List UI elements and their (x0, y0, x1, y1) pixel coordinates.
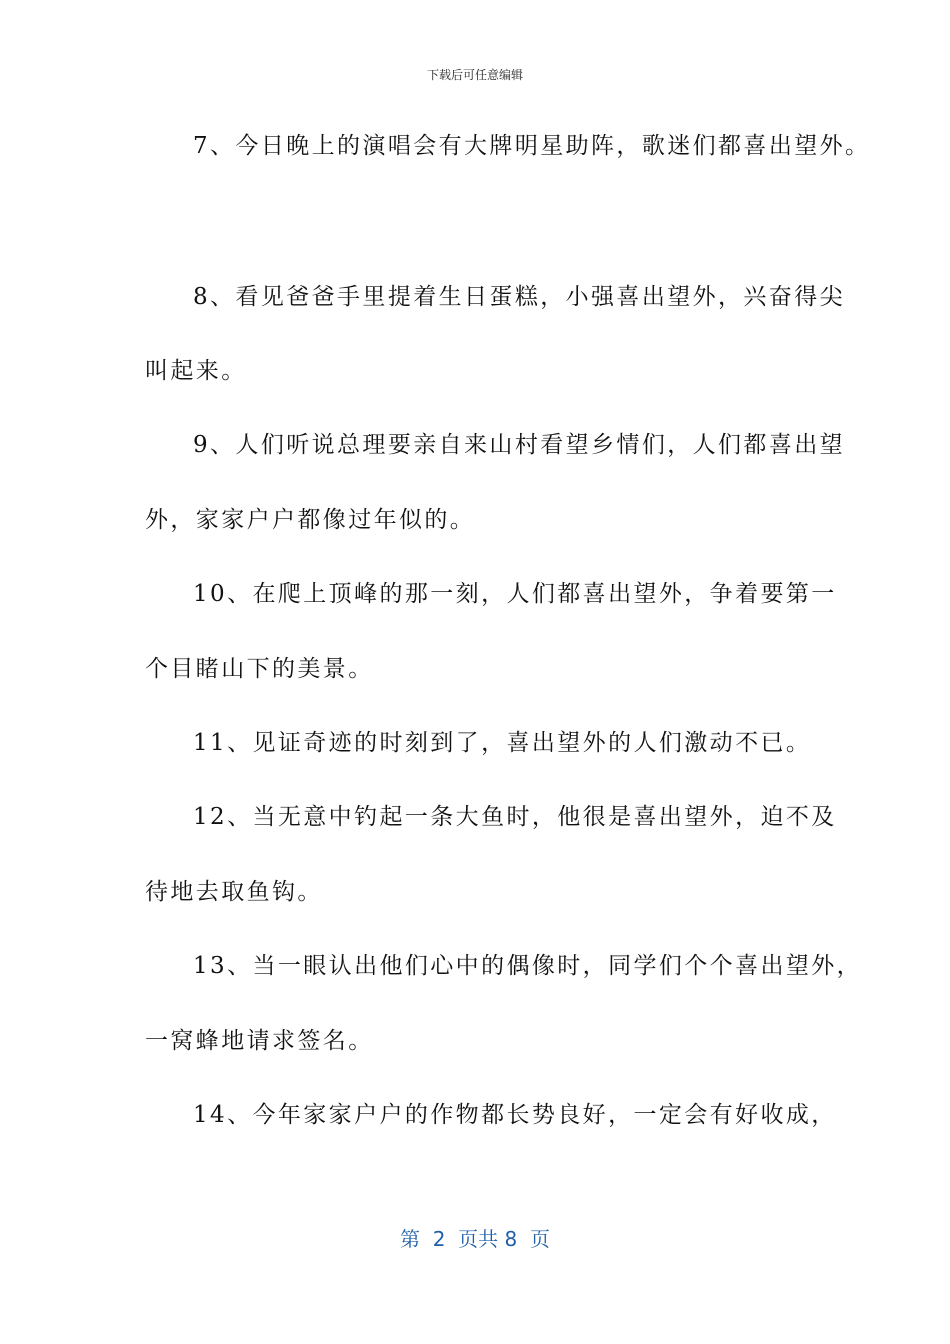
sentence-10-cont: 个目睹山下的美景。 (145, 656, 374, 682)
sentence-12: 12、当无意中钓起一条大鱼时，他很是喜出望外，迫不及 (193, 804, 837, 830)
sentence-13: 13、当一眼认出他们心中的偶像时，同学们个个喜出望外， (193, 953, 863, 979)
sentence-9-cont: 外，家家户户都像过年似的。 (145, 507, 476, 533)
sentence-8: 8、看见爸爸手里提着生日蛋糕，小强喜出望外，兴奋得尖 (193, 284, 846, 310)
sentence-13-cont: 一窝蜂地请求签名。 (145, 1028, 374, 1054)
page-number-footer: 第 2 页共 8 页 (400, 1227, 550, 1251)
sentence-11: 11、见证奇迹的时刻到了，喜出望外的人们激动不已。 (193, 730, 812, 756)
sentence-14: 14、今年家家户户的作物都长势良好，一定会有好收成， (193, 1102, 837, 1128)
sentence-9: 9、人们听说总理要亲自来山村看望乡情们，人们都喜出望 (193, 432, 846, 458)
page-header: 下载后可任意编辑 (426, 68, 523, 82)
sentence-10: 10、在爬上顶峰的那一刻，人们都喜出望外，争着要第一 (193, 581, 837, 607)
sentence-12-cont: 待地去取鱼钩。 (145, 879, 323, 905)
sentence-8-cont: 叫起来。 (145, 358, 247, 384)
sentence-7: 7、今日晚上的演唱会有大牌明星助阵，歌迷们都喜出望外。 (193, 133, 871, 159)
